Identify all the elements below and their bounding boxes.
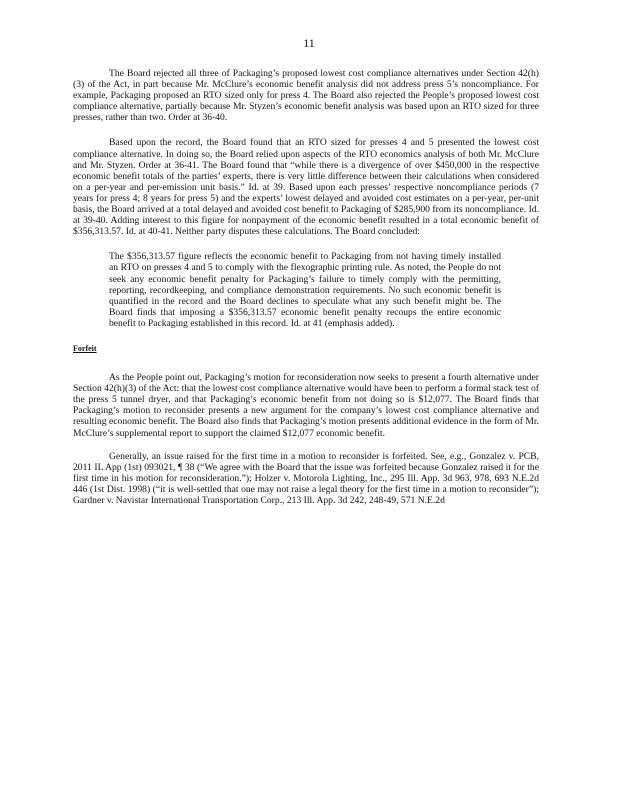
section-heading-forfeit: Forfeit [73,343,97,353]
paragraph-fourth-alternative: As the People point out, Packaging’s motion for reconsideration now seeks to present a fourth alternative under Section 42(h)(3) of the Act: that the lowest cost compliance alternative would have been to perform a formal stack test of the press 5 tunnel dryer, and that Packaging’s economic benefit from not doing so is $12,077. The Board finds that Packaging’s motion to reconsider presents a new argument for the company’s lowest cost compliance alternative and resulting economic benefit. The Board also finds that Packaging’s motion presents additional evidence in the form of Mr. McClure’s supplemental report to support the claimed $12,077 economic benefit. [73,372,539,439]
paragraph-board-rejected: The Board rejected all three of Packaging’s proposed lowest cost compliance alternatives under Section 42(h)(3) of the Act, in part because Mr. McClure’s economic benefit analysis did not address press 5’s noncompliance. For example, Packaging proposed an RTO sized only for press 4. The Board also rejected the People’s proposed lowest cost compliance alternative, partially because Mr. Styzen’s economic benefit analysis was based upon an RTO sized for three presses, rather than two. Order at 36-40. [73,68,539,124]
paragraph-board-found: Based upon the record, the Board found that an RTO sized for presses 4 and 5 presented the lowest cost compliance alternative. In doing so, the Board relied upon aspects of the RTO economics analysis of both Mr. McClure and Mr. Styzen. Order at 36-41. The Board found that “while there is a divergence of over $450,000 in the respective economic benefit totals of the parties’ experts, there is very little difference between their calculations when considered on a per-year and per-emission unit basis.” Id. at 39. Based upon each presses’ respective noncompliance periods (7 years for press 4; 8 years for press 5) and the experts’ lowest delayed and avoided cost estimates on a per-year, per-unit basis, the Board arrived at a total delayed and avoided cost benefit to Packaging of $285,900 from its noncompliance. Id. at 39-40. Adding interest to this figure for nonpayment of the economic benefit resulted in a total economic benefit of $356,313.57. Id. at 40-41. Neither party disputes these calculations. The Board concluded: [73,137,539,238]
body-text [73,68,539,506]
page-number: 11 [303,36,315,50]
block-quote: The $356,313.57 figure reflects the economic benefit to Packaging from not having timely installed an RTO on presses 4 and 5 to comply with the flexographic printing rule. As noted, the People do not seek any economic benefit penalty for Packaging’s failure to timely comply with the permitting, reporting, recordkeeping, and compliance demonstration requirements. No such economic benefit is quantified in the record and the Board declines to speculate what any such benefit might be. The Board finds that imposing a $356,313.57 economic benefit penalty recoups the entire economic benefit to Packaging established in this record. Id. at 41 (emphasis added). [109,251,501,329]
paragraph-forfeiture-caselaw: Generally, an issue raised for the first time in a motion to reconsider is forfeited. See, e.g., Gonzalez v. PCB, 2011 IL App (1st) 093021, ¶ 38 (“We agree with the Board that the issue was forfeited because Gonzalez raised it for the first time in his motion for reconsideration.”); Holzer v. Motorola Lighting, Inc., 295 Ill. App. 3d 963, 978, 693 N.E.2d 446 (1st Dist. 1998) (“it is well-settled that one may not raise a legal theory for the first time in a motion to reconsider”); Gardner v. Navistar International Transportation Corp., 213 Ill. App. 3d 242, 248-49, 571 N.E.2d [73,450,539,506]
